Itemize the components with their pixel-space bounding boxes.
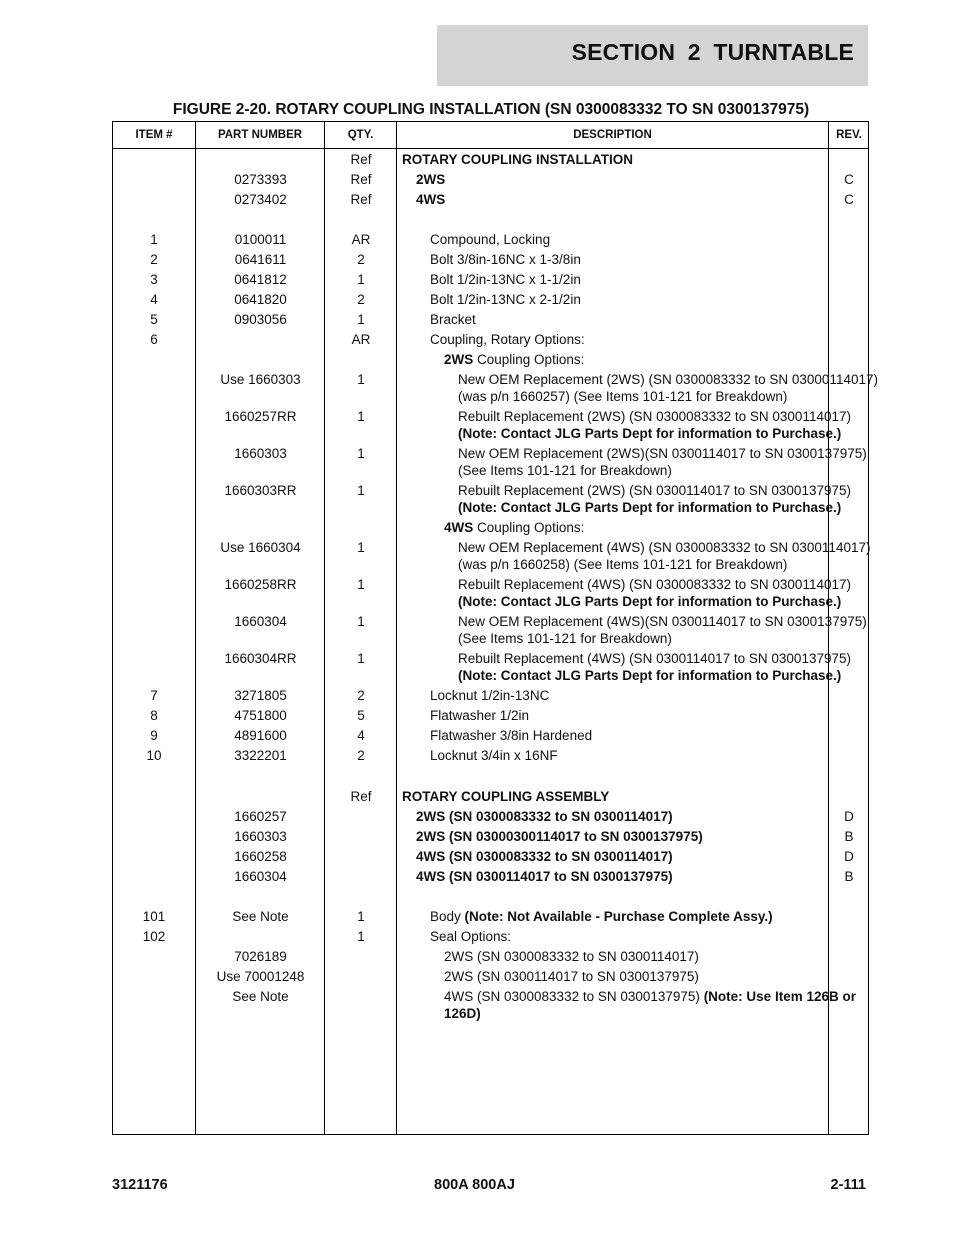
table-row [113,444,868,481]
spacer-row [113,766,868,787]
description-text: 2WS [416,171,446,187]
item-number: 4 [150,292,158,307]
description [402,808,838,825]
spacer-row [113,886,868,907]
description-text: 2WS (SN 0300114017 to SN 0300137975) [444,969,699,984]
quantity: 1 [357,483,365,498]
description [402,707,852,724]
quantity: Ref [350,191,372,207]
table-row [113,189,868,209]
table-row [113,846,868,866]
quantity: 2 [357,292,365,307]
item-number: 1 [150,232,158,247]
description [402,828,838,845]
description-note: (Note: Use Item 126B or 126D) [444,989,856,1021]
description [402,928,852,945]
table-row [113,538,871,575]
description [402,687,852,704]
item-number: 8 [150,708,158,723]
description [402,191,838,208]
figure-title: FIGURE 2-20. ROTARY COUPLING INSTALLATION (SN 0300083332 TO SN 0300137975) [172,101,810,118]
description-text: Bolt 1/2in-13NC x 1-1/2in [430,272,581,287]
description-text: New OEM Replacement (4WS) (SN 0300083332 to SN 0300114017) (was p/n 1660258) (See Items 101-121 for Breakdown) [458,540,871,572]
description-text: 4WS (SN 0300114017 to SN 0300137975) [416,868,673,884]
description [402,231,852,248]
description-text: Coupling, Rotary Options: [430,332,585,347]
table-row [113,575,868,612]
part-number: 1660303RR [224,483,297,498]
item-number: 101 [142,909,166,924]
table-row [113,481,868,518]
description-text: 2WS (SN 0300083332 to SN 0300114017) [444,949,699,964]
header-qty: QTY. [347,129,374,141]
table-row [113,149,868,169]
quantity: 2 [357,252,365,267]
section-title: SECTION 2 TURNTABLE [571,39,854,65]
part-number: 1660258 [234,848,287,864]
revision: B [844,868,854,884]
table-row [113,290,868,310]
item-number: 102 [142,929,166,944]
spacer-row [113,209,868,230]
quantity: AR [351,232,371,247]
description-text: 2WS [444,352,474,367]
table-row [113,612,868,649]
description [402,539,880,573]
description-text: New OEM Replacement (4WS)(SN 0300114017 to SN 0300137975) (See Items 101-121 for Breakdown) [458,614,867,646]
table-row [113,786,868,806]
quantity: 1 [357,651,365,666]
quantity: 2 [357,748,365,763]
quantity: 5 [357,708,365,723]
quantity: 1 [357,312,365,327]
section-header [437,25,868,86]
revision: D [844,808,854,824]
table-row [113,330,868,350]
header-description: DESCRIPTION [573,129,652,141]
description [402,519,866,536]
part-number: 1660303 [234,828,287,844]
part-number: 1660303 [234,446,287,461]
parts-table [112,121,878,1135]
description-text: Coupling Options: [473,352,585,367]
description [402,251,852,268]
description-text: Flatwasher 1/2in [430,708,530,723]
description [402,576,880,610]
description-text: Rebuilt Replacement (2WS) (SN 0300083332 to SN 0300114017) [458,409,851,424]
table-row [113,746,868,766]
description [402,351,866,368]
part-number: Use 1660303 [220,372,301,387]
part-number: See Note [232,989,289,1004]
description-text: New OEM Replacement (2WS) (SN 0300083332 to SN 03000114017) (was p/n 1660257) (See Items 101-121 for Breakdown) [458,372,878,404]
description [402,908,852,925]
description-text: Bolt 3/8in-16NC x 1-3/8in [430,252,581,267]
description-text: Rebuilt Replacement (2WS) (SN 0300114017 to SN 0300137975) [458,483,851,498]
description [402,151,824,168]
description [402,371,880,405]
description [402,271,852,288]
description-text: 2WS (SN 03000300114017 to SN 0300137975) [416,828,703,844]
quantity: 1 [357,929,365,944]
description [402,968,866,985]
description-text: 2WS (SN 0300083332 to SN 0300114017) [416,808,673,824]
table-row [113,230,868,250]
table-row [113,806,868,826]
part-number: See Note [232,909,289,924]
description-text: Seal Options: [430,929,512,944]
quantity: 1 [357,577,365,592]
description [402,848,838,865]
part-number: 1660257RR [224,409,297,424]
description-text: Flatwasher 3/8in Hardened [430,728,593,743]
part-number: 4751800 [234,708,287,723]
part-number: 7026189 [234,949,287,964]
part-number: 0273393 [234,171,287,187]
description [402,408,880,442]
part-number: 1660304 [234,868,287,884]
revision: C [844,191,854,207]
description [402,482,880,516]
description-text: 4WS [416,191,446,207]
description-text: ROTARY COUPLING INSTALLATION [402,151,633,167]
quantity: AR [351,332,371,347]
revision: B [844,828,854,844]
description [402,291,852,308]
table-row [113,407,868,444]
revision: D [844,848,854,864]
table-row [113,649,868,686]
quantity: 2 [357,688,365,703]
description-text: Body [430,909,465,924]
part-number: 1660257 [234,808,287,824]
table-row [113,518,868,538]
table-row [113,270,868,290]
quantity: 1 [357,272,365,287]
description-text: Locknut 1/2in-13NC [430,688,550,703]
part-number: 3271805 [234,688,287,703]
description [402,868,838,885]
header-item: ITEM # [135,129,173,141]
footer-page-number: 2-111 [830,1177,866,1193]
table-row [113,907,868,927]
table-row [113,947,868,967]
description-text: 4WS (SN 0300083332 to SN 0300114017) [416,848,673,864]
item-number: 2 [150,252,158,267]
quantity: 1 [357,372,365,387]
quantity: Ref [350,151,372,167]
table-row [113,726,868,746]
part-number: 4891600 [234,728,287,743]
quantity: 1 [357,909,365,924]
description [402,727,852,744]
description-text: New OEM Replacement (2WS)(SN 0300114017 to SN 0300137975) (See Items 101-121 for Breakdown) [458,446,867,478]
table-row [113,826,868,846]
quantity: Ref [350,171,372,187]
description [402,171,838,188]
description-text: Bolt 1/2in-13NC x 2-1/2in [430,292,581,307]
description-text: Coupling Options: [473,520,585,535]
description-text: 4WS (SN 0300083332 to SN 0300137975) [444,989,704,1004]
description-text: ROTARY COUPLING ASSEMBLY [402,788,610,804]
description-text: Bracket [430,312,476,327]
footer-model: 800A 800AJ [434,1177,515,1193]
part-number: 3322201 [234,748,287,763]
revision: C [844,171,854,187]
footer-doc-number: 3121176 [112,1177,168,1193]
item-number: 9 [150,728,158,743]
description-text: Rebuilt Replacement (4WS) (SN 0300114017 to SN 0300137975) [458,651,851,666]
table-row [113,866,868,886]
part-number: 1660304RR [224,651,297,666]
table-body [113,149,878,1024]
table-row [113,706,868,726]
description [402,613,880,647]
part-number: 1660304 [234,614,287,629]
description-note: (Note: Contact JLG Parts Dept for information to Purchase.) [458,594,842,609]
quantity: Ref [350,788,372,804]
quantity: 1 [357,446,365,461]
part-number: 1660258RR [224,577,297,592]
part-number: 0100011 [234,232,287,247]
table-row [113,967,868,987]
table-row [113,686,868,706]
part-number: 0641611 [234,252,287,267]
description [402,948,866,965]
item-number: 3 [150,272,158,287]
table-row [113,927,868,947]
description [402,331,852,348]
table-row [113,987,868,1024]
part-number: 0903056 [234,312,287,327]
description [402,988,866,1022]
description-text: Compound, Locking [430,232,551,247]
item-number: 6 [150,332,158,347]
item-number: 5 [150,312,158,327]
description [402,650,880,684]
header-part-number: PART NUMBER [217,129,303,141]
description-text: Locknut 3/4in x 16NF [430,748,558,763]
quantity: 4 [357,728,365,743]
description [402,747,852,764]
part-number: 0641812 [234,272,287,287]
table-row [113,350,868,370]
quantity: 1 [357,540,365,555]
description [402,788,824,805]
table-row [113,250,868,270]
quantity: 1 [357,614,365,629]
table-row [113,169,868,189]
item-number: 10 [146,748,162,763]
description-note: (Note: Contact JLG Parts Dept for information to Purchase.) [458,500,842,515]
part-number: 0273402 [234,191,287,207]
description [402,445,880,479]
part-number: Use 1660304 [220,540,301,555]
table-row [113,310,868,330]
part-number: 0641820 [234,292,287,307]
description-note: (Note: Contact JLG Parts Dept for information to Purchase.) [458,426,842,441]
part-number: Use 70001248 [216,969,305,984]
table-row [113,370,878,407]
quantity: 1 [357,409,365,424]
header-rev: REV. [836,129,862,141]
description-text: Rebuilt Replacement (4WS) (SN 0300083332 to SN 0300114017) [458,577,851,592]
description-note: (Note: Not Available - Purchase Complete Assy.) [464,909,773,924]
description [402,311,852,328]
description-note: (Note: Contact JLG Parts Dept for information to Purchase.) [458,668,842,683]
item-number: 7 [150,688,158,703]
description-text: 4WS [444,520,474,535]
